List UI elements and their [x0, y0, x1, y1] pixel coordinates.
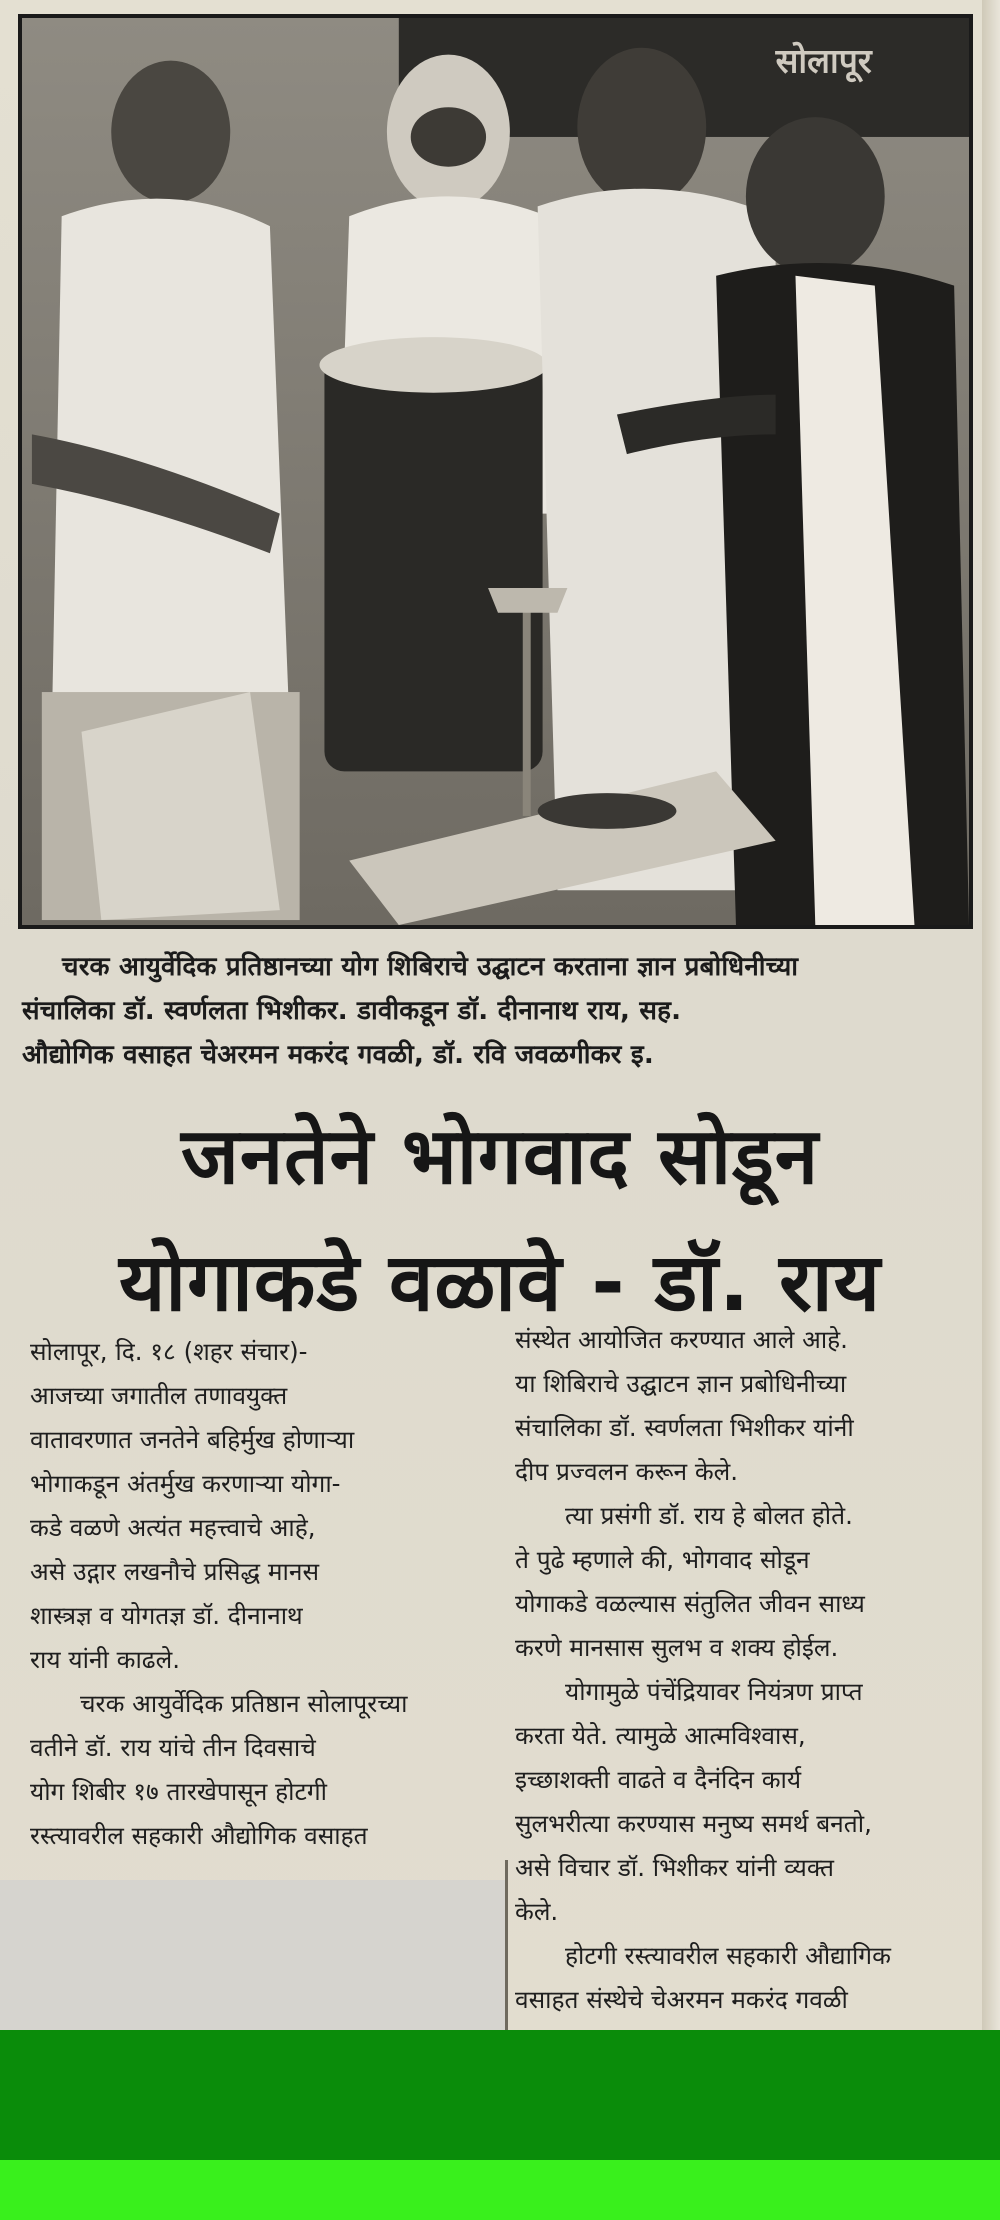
torn-edge: [982, 0, 1000, 2030]
green-band-dark: [0, 2030, 1000, 2160]
article-line: करणे मानसास सुलभ व शक्य होईल.: [515, 1633, 839, 1662]
caption-line: औद्योगिक वसाहत चेअरमन मकरंद गवळी, डॉ. रवि जवळगीकर इ.: [22, 1040, 654, 1070]
news-photo: [18, 14, 973, 929]
article-line: राय यांनी काढले.: [30, 1645, 181, 1674]
article-line: योग शिबीर १७ तारखेपासून होटगी: [30, 1777, 327, 1806]
article-line: करता येते. त्यामुळे आत्मविश्वास,: [515, 1721, 806, 1750]
article-line: शास्त्रज्ञ व योगतज्ञ डॉ. दीनानाथ: [30, 1601, 303, 1630]
article-line: संचालिका डॉ. स्वर्णलता भिशीकर यांनी: [515, 1413, 854, 1442]
article-line: असे उद्गार लखनौचे प्रसिद्ध मानस: [30, 1557, 320, 1586]
article-line: चरक आयुर्वेदिक प्रतिष्ठान सोलापूरच्या: [80, 1689, 408, 1718]
article-column-left: [30, 1330, 500, 1858]
article-line: योगामुळे पंचेंद्रियावर नियंत्रण प्राप्त: [565, 1677, 863, 1706]
article-line: आजच्या जगातील तणावयुक्त: [30, 1381, 288, 1410]
column-divider: [505, 1860, 508, 2030]
article-column-right: [515, 1318, 980, 2022]
article-line: भोगाकडून अंतर्मुख करणाऱ्या योगा-: [30, 1469, 341, 1498]
headline-line-2: योगाकडे वळावे - डॉ. राय: [119, 1236, 881, 1329]
article-line: वातावरणात जनतेने बहिर्मुख होणाऱ्या: [30, 1425, 355, 1454]
photo-illustration: [22, 18, 969, 925]
caption-line: संचालिका डॉ. स्वर्णलता भिशीकर. डावीकडून डॉ. दीनानाथ राय, सह.: [22, 996, 682, 1026]
article-line: या शिबिराचे उद्घाटन ज्ञान प्रबोधिनीच्या: [515, 1369, 847, 1398]
headline-line-1: जनतेने भोगवाद सोडून: [180, 1112, 820, 1202]
article-line: त्या प्रसंगी डॉ. राय हे बोलत होते.: [565, 1501, 853, 1530]
article-line: संस्थेत आयोजित करण्यात आले आहे.: [515, 1325, 848, 1354]
article-line: वसाहत संस्थेचे चेअरमन मकरंद गवळी: [515, 1985, 848, 2014]
photo-masthead-text: सोलापूर: [775, 41, 872, 81]
caption-line: चरक आयुर्वेदिक प्रतिष्ठानच्या योग शिबिराचे उद्घाटन करताना ज्ञान प्रबोधिनीच्या: [62, 952, 799, 982]
article-line: होटगी रस्त्यावरील सहकारी औद्यागिक: [565, 1941, 891, 1970]
article-line: असे विचार डॉ. भिशीकर यांनी व्यक्त: [515, 1853, 834, 1882]
article-line: योगाकडे वळल्यास संतुलित जीवन साध्य: [515, 1589, 865, 1618]
blank-paper-area: [0, 1880, 508, 2030]
article-line: वतीने डॉ. राय यांचे तीन दिवसाचे: [30, 1733, 316, 1762]
article-line: सोलापूर, दि. १८ (शहर संचार)-: [30, 1337, 308, 1366]
article-line: रस्त्यावरील सहकारी औद्योगिक वसाहत: [30, 1821, 368, 1850]
article-line: इच्छाशक्ती वाढते व दैनंदिन कार्य: [515, 1765, 802, 1794]
photo-caption: [22, 945, 977, 1077]
article-line: सुलभरीत्या करण्यास मनुष्य समर्थ बनतो,: [515, 1809, 872, 1838]
green-band-light: [0, 2160, 1000, 2220]
article-line: कडे वळणे अत्यंत महत्त्वाचे आहे,: [30, 1513, 316, 1542]
article-line: दीप प्रज्वलन करून केले.: [515, 1457, 739, 1486]
article-line: ते पुढे म्हणाले की, भोगवाद सोडून: [515, 1545, 810, 1574]
article-line: केले.: [515, 1897, 559, 1926]
